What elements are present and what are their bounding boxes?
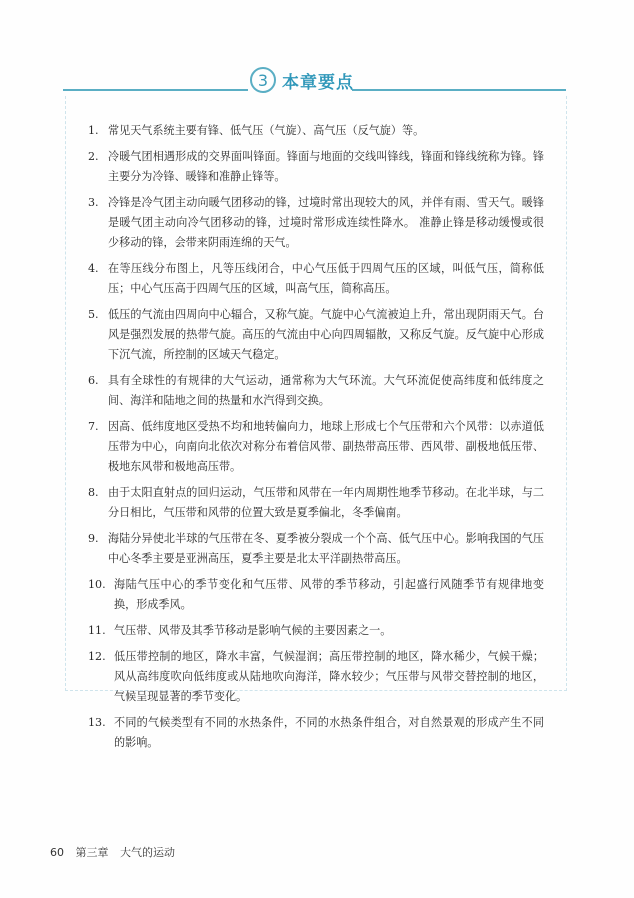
item-text: 冷暖气团相遇形成的交界面叫锋面。锋面与地面的交线叫锋线，锋面和锋线统称为锋。锋主要分为冷锋、暖锋和准静止锋等。: [108, 150, 544, 183]
page-footer: [50, 844, 183, 860]
list-item: [88, 713, 544, 753]
item-number: 2.: [88, 150, 99, 163]
item-text: 海陆分异使北半球的气压带在冬、夏季被分裂成一个个高、低气压中心。影响我国的气压中心冬季主要是亚洲高压，夏季主要是北太平洋副热带高压。: [108, 532, 544, 565]
list-item: [88, 193, 544, 253]
item-text: 由于太阳直射点的回归运动，气压带和风带在一年内周期性地季节移动。在北半球，与二分日相比，气压带和风带的位置大致是夏季偏北，冬季偏南。: [108, 486, 544, 519]
section-title: 本章要点: [282, 72, 354, 93]
list-item: [88, 121, 544, 141]
header-rule-left: [63, 89, 248, 91]
list-item: [88, 259, 544, 299]
list-item: [88, 575, 544, 615]
list-item: [88, 417, 544, 477]
section-header: [250, 67, 354, 93]
list-item: [88, 621, 544, 641]
item-number: 8.: [88, 486, 99, 499]
list-item: [88, 305, 544, 365]
item-text: 在等压线分布图上，凡等压线闭合，中心气压低于四周气压的区域，叫低气压，简称低压；中心气压高于四周气压的区域，叫高气压，简称高压。: [108, 262, 544, 295]
item-text: 低压带控制的地区，降水丰富，气候湿润；高压带控制的地区，降水稀少，气候干燥；风从高纬度吹向低纬度或从陆地吹向海洋，降水较少；气压带与风带交替控制的地区，气候呈现显著的季节变化。: [114, 650, 544, 703]
item-text: 气压带、风带及其季节移动是影响气候的主要因素之一。: [114, 624, 392, 637]
chapter-label: 第三章: [75, 846, 109, 859]
item-number: 13.: [88, 716, 106, 729]
chapter-title: 大气的运动: [120, 846, 175, 859]
item-text: 海陆气压中心的季节变化和气压带、风带的季节移动，引起盛行风随季节有规律地变换，形成季风。: [114, 578, 544, 611]
header-rule-right: [352, 89, 566, 91]
list-item: [88, 647, 544, 707]
item-number: 11.: [88, 624, 106, 637]
list-item: [88, 483, 544, 523]
list-item: [88, 529, 544, 569]
item-number: 1.: [88, 124, 99, 137]
item-number: 4.: [88, 262, 99, 275]
page-number: 60: [50, 846, 64, 859]
section-number-badge: 3: [250, 67, 276, 93]
item-number: 9.: [88, 532, 99, 545]
list-item: [88, 147, 544, 187]
item-number: 5.: [88, 308, 99, 321]
item-text: 低压的气流由四周向中心辐合，又称气旋。气旋中心气流被迫上升，常出现阴雨天气。台风是强烈发展的热带气旋。高压的气流由中心向四周辐散，又称反气旋。反气旋中心形成下沉气流，所控制的区域天气稳定。: [108, 308, 544, 361]
list-item: [88, 371, 544, 411]
key-points-list: [88, 121, 544, 759]
item-text: 具有全球性的有规律的大气运动，通常称为大气环流。大气环流促使高纬度和低纬度之间、海洋和陆地之间的热量和水汽得到交换。: [108, 374, 544, 407]
item-number: 10.: [88, 578, 106, 591]
item-number: 12.: [88, 650, 106, 663]
item-number: 7.: [88, 420, 99, 433]
item-text: 因高、低纬度地区受热不均和地转偏向力，地球上形成七个气压带和六个风带：以赤道低压带为中心，向南向北依次对称分布着信风带、副热带高压带、西风带、副极地低压带、极地东风带和极地高压带。: [108, 420, 544, 473]
item-number: 6.: [88, 374, 99, 387]
item-text: 不同的气候类型有不同的水热条件，不同的水热条件组合，对自然景观的形成产生不同的影响。: [114, 716, 544, 749]
item-text: 冷锋是冷气团主动向暖气团移动的锋，过境时常出现较大的风，并伴有雨、雪天气。暖锋是暖气团主动向冷气团移动的锋，过境时常形成连续性降水。 准静止锋是移动缓慢或很少移动的锋，会带来阴雨连绵的天气。: [108, 196, 544, 249]
item-text: 常见天气系统主要有锋、低气压（气旋）、高气压（反气旋）等。: [108, 124, 425, 137]
item-number: 3.: [88, 196, 99, 209]
